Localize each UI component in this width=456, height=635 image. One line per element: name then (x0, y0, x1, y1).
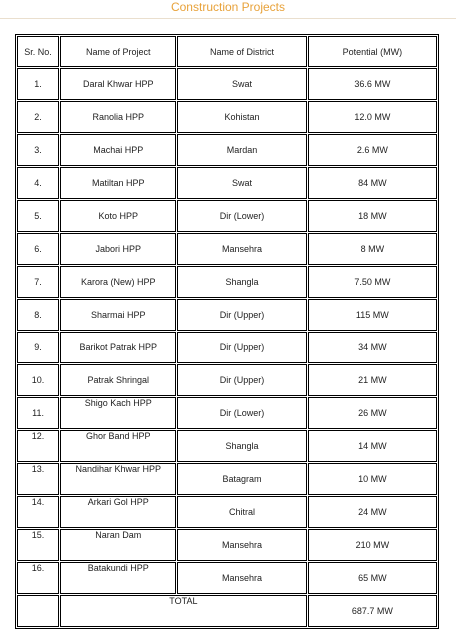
cell-sr-no: 9. (17, 332, 59, 364)
cell-potential: 65 MW (308, 562, 437, 594)
cell-district: Chitral (177, 496, 306, 528)
table-row (17, 266, 437, 298)
cell-sr-no: 13. (17, 463, 59, 495)
cell-potential: 18 MW (308, 200, 437, 232)
cell-project: Patrak Shringal (60, 364, 176, 396)
cell-sr-no: 16. (17, 562, 59, 594)
cell-potential: 210 MW (308, 529, 437, 561)
table-row (17, 397, 437, 429)
cell-project: Naran Dam (60, 529, 176, 561)
cell-district: Mardan (177, 134, 306, 166)
cell-project: Jabori HPP (60, 233, 176, 265)
column-header-potential: Potential (MW) (308, 36, 437, 67)
cell-potential: 26 MW (308, 397, 437, 429)
table-row (17, 299, 437, 331)
cell-district: Mansehra (177, 529, 306, 561)
table-row (17, 233, 437, 265)
cell-district: Dir (Lower) (177, 200, 306, 232)
table-row (17, 529, 437, 561)
cell-district: Shangla (177, 266, 306, 298)
table-row (17, 430, 437, 462)
cell-project: Ranolia HPP (60, 101, 176, 133)
cell-total-empty (17, 595, 59, 627)
column-header-project: Name of Project (60, 36, 176, 67)
cell-district: Kohistan (177, 101, 306, 133)
table-row (17, 200, 437, 232)
cell-project: Arkari Gol HPP (60, 496, 176, 528)
table-row (17, 496, 437, 528)
cell-project: Machai HPP (60, 134, 176, 166)
cell-sr-no: 12. (17, 430, 59, 462)
cell-potential: 10 MW (308, 463, 437, 495)
cell-sr-no: 15. (17, 529, 59, 561)
cell-potential: 84 MW (308, 167, 437, 199)
cell-potential: 8 MW (308, 233, 437, 265)
total-label: TOTAL (60, 595, 307, 627)
cell-sr-no: 7. (17, 266, 59, 298)
cell-project: Koto HPP (60, 200, 176, 232)
cell-potential: 12.0 MW (308, 101, 437, 133)
table-row (17, 101, 437, 133)
cell-project: Nandihar Khwar HPP (60, 463, 176, 495)
cell-potential: 115 MW (308, 299, 437, 331)
cell-project: Batakundi HPP (60, 562, 176, 594)
total-row (17, 595, 437, 627)
cell-project: Daral Khwar HPP (60, 68, 176, 100)
cell-potential: 14 MW (308, 430, 437, 462)
cell-district: Dir (Upper) (177, 299, 306, 331)
cell-potential: 36.6 MW (308, 68, 437, 100)
table-row (17, 68, 437, 100)
cell-district: Dir (Upper) (177, 364, 306, 396)
cell-district: Swat (177, 167, 306, 199)
table-row (17, 463, 437, 495)
cell-sr-no: 14. (17, 496, 59, 528)
column-header-sr-no: Sr. No. (17, 36, 59, 67)
cell-district: Dir (Upper) (177, 332, 306, 364)
cell-district: Shangla (177, 430, 306, 462)
cell-project: Ghor Band HPP (60, 430, 176, 462)
cell-district: Dir (Lower) (177, 397, 306, 429)
cell-sr-no: 10. (17, 364, 59, 396)
page-title: Construction Projects (0, 0, 456, 19)
cell-potential: 2.6 MW (308, 134, 437, 166)
table-row (17, 562, 437, 594)
cell-potential: 21 MW (308, 364, 437, 396)
cell-sr-no: 5. (17, 200, 59, 232)
cell-district: Swat (177, 68, 306, 100)
cell-sr-no: 6. (17, 233, 59, 265)
cell-project: Sharmai HPP (60, 299, 176, 331)
cell-sr-no: 8. (17, 299, 59, 331)
total-value: 687.7 MW (308, 595, 437, 627)
table-row (17, 134, 437, 166)
cell-project: Karora (New) HPP (60, 266, 176, 298)
table-row (17, 167, 437, 199)
cell-district: Mansehra (177, 233, 306, 265)
cell-district: Mansehra (177, 562, 306, 594)
cell-district: Batagram (177, 463, 306, 495)
table-header-row (17, 36, 437, 67)
cell-sr-no: 4. (17, 167, 59, 199)
cell-project: Barikot Patrak HPP (60, 332, 176, 364)
cell-potential: 24 MW (308, 496, 437, 528)
projects-table (15, 34, 439, 629)
cell-potential: 34 MW (308, 332, 437, 364)
table-row (17, 332, 437, 364)
cell-sr-no: 1. (17, 68, 59, 100)
cell-sr-no: 3. (17, 134, 59, 166)
cell-project: Shigo Kach HPP (60, 397, 176, 429)
table-row (17, 364, 437, 396)
cell-project: Matiltan HPP (60, 167, 176, 199)
cell-sr-no: 11. (17, 397, 59, 429)
column-header-district: Name of District (177, 36, 306, 67)
cell-sr-no: 2. (17, 101, 59, 133)
cell-potential: 7.50 MW (308, 266, 437, 298)
